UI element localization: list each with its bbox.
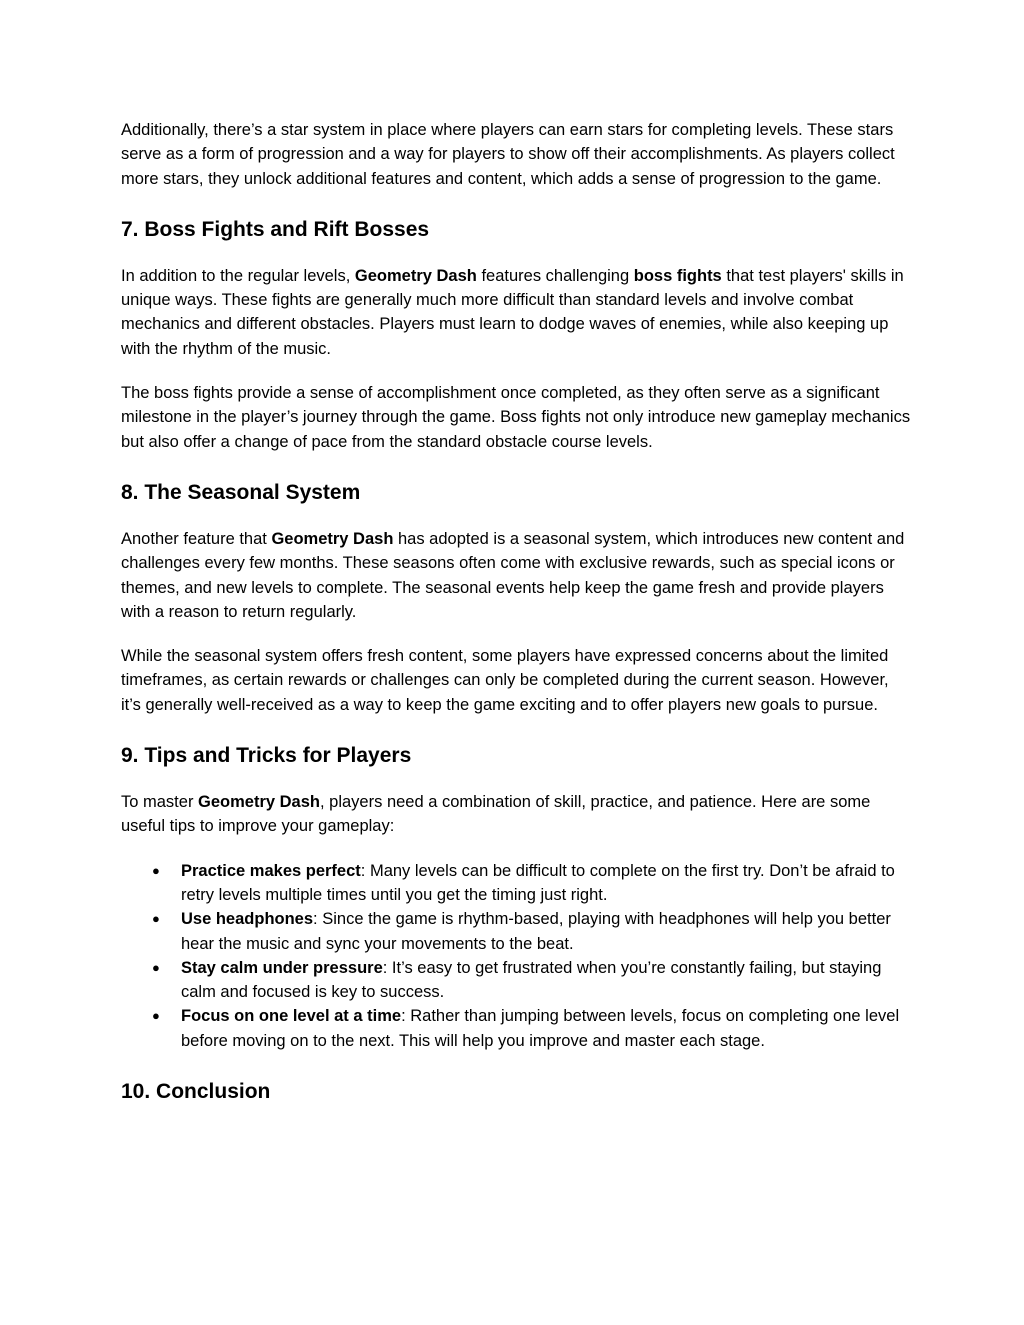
tip-title: Use headphones [181, 910, 314, 929]
tip-text: : It’s easy to get frustrated when you’re constantly failing, but staying calm and focused is key to success. [181, 958, 882, 1002]
text-run: , players need a combination of skill, practice, and patience. Here are some useful tips to improve your gameplay: [121, 793, 871, 836]
tip-text: : Since the game is rhythm-based, playing with headphones will help you better hear the music and sync your movements to the beat. [181, 910, 891, 953]
text-run: that test players' skills in unique ways. These fights are generally much more difficult than standard levels and involve combat mechanics and different obstacles. Players must learn to dodge waves of enemies, while also keeping up with the rhythm of the music. [121, 266, 904, 358]
bold-game-title: Geometry Dash [354, 266, 477, 285]
section-8-paragraph-1 [121, 527, 911, 624]
bold-game-title: Geometry Dash [198, 793, 320, 812]
section-7-heading: 7. Boss Fights and Rift Bosses [121, 217, 430, 241]
section-8-paragraph-2: While the seasonal system offers fresh content, some players have expressed concerns about the limited timeframes, as certain rewards or challenges can only be completed during the current season. However, it’s generally well-received as a way to keep the game exciting and to offer players new goals to pursue. [121, 647, 889, 714]
text-run: Another feature that [121, 529, 272, 548]
tip-title: Stay calm under pressure [181, 958, 383, 977]
tip-text: : Many levels can be difficult to complete on the first try. Don’t be afraid to retry levels multiple times until you get the timing just right. [181, 861, 895, 904]
list-item [152, 907, 911, 956]
section-7-paragraph-1 [121, 264, 911, 361]
tips-list [121, 859, 911, 1053]
text-run: In addition to the regular levels, [121, 266, 355, 285]
bullet-icon: ● [152, 911, 160, 927]
bullet-icon: ● [152, 959, 160, 975]
list-item [152, 859, 911, 908]
intro-paragraph: Additionally, there’s a star system in place where players can earn stars for completing levels. These stars serve as a form of progression and a way for players to show off their accomplishments. As players collect more stars, they unlock additional features and content, which adds a sense of progression to the game. [121, 121, 895, 188]
section-7-paragraph-2: The boss fights provide a sense of accomplishment once completed, as they often serve as a significant milestone in the player’s journey through the game. Boss fights not only introduce new gameplay mechanics but also offer a change of pace from the standard obstacle course levels. [121, 384, 911, 451]
list-item [152, 956, 911, 1005]
tip-title: Practice makes perfect [181, 861, 361, 880]
bullet-icon: ● [152, 1008, 160, 1024]
list-item [152, 1004, 911, 1053]
text-run: features challenging [476, 266, 634, 285]
text-run: has adopted is a seasonal system, which introduces new content and challenges every few months. These seasons often come with exclusive rewards, such as special icons or themes, and new levels to complete. The seasonal events help keep the game fresh and provide players with a reason to return regularly. [121, 529, 905, 621]
document-page [121, 118, 911, 1106]
bold-game-title: Geometry Dash [271, 529, 394, 548]
bold-term: boss fights [633, 266, 722, 285]
section-8-heading: 8. The Seasonal System [121, 480, 361, 504]
section-9-heading: 9. Tips and Tricks for Players [121, 744, 412, 768]
section-10-heading: 10. Conclusion [121, 1080, 271, 1104]
text-run: To master [121, 793, 199, 812]
section-9-paragraph-1 [121, 790, 911, 839]
tip-title: Focus on one level at a time [181, 1007, 402, 1026]
bullet-icon: ● [152, 862, 160, 878]
tip-text: : Rather than jumping between levels, focus on completing one level before moving on to the next. This will help you improve and master each stage. [181, 1007, 900, 1050]
